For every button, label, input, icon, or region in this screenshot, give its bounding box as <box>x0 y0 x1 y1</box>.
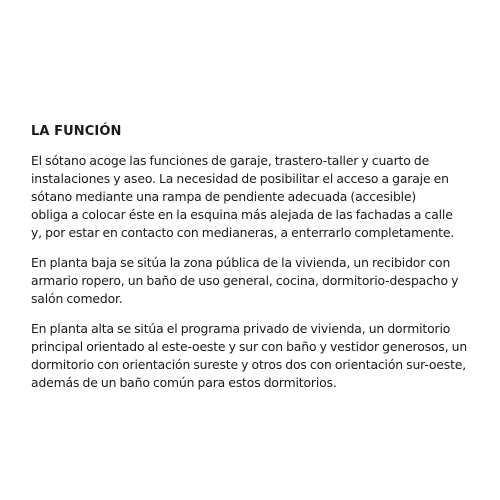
paragraph-planta-baja <box>31 254 479 308</box>
paragraph-line: En planta baja se sitúa la zona pública de la vivienda, un recibidor con <box>31 255 451 270</box>
paragraph-line: El sótano acoge las funciones de garaje, trastero-taller y cuarto de <box>31 153 430 168</box>
paragraph-line: dormitorio con orientación sureste y otros dos con orientación sur-oeste, <box>31 357 467 372</box>
paragraph-line: En planta alta se sitúa el programa privado de vivienda, un dormitorio <box>31 321 451 336</box>
paragraph-line: y, por estar en contacto con medianeras, a enterrarlo completamente. <box>31 225 455 240</box>
paragraph-line: armario ropero, un baño de uso general, cocina, dormitorio-despacho y <box>31 273 459 288</box>
paragraph-line: instalaciones y aseo. La necesidad de posibilitar el acceso a garaje en <box>31 171 449 186</box>
section-title: LA FUNCIÓN <box>31 124 122 139</box>
paragraph-sotano <box>31 152 479 242</box>
document-body <box>31 124 479 404</box>
paragraph-line: principal orientado al este-oeste y sur con baño y vestidor generosos, un <box>31 339 468 354</box>
paragraph-line: además de un baño común para estos dormitorios. <box>31 375 337 390</box>
paragraph-line: salón comedor. <box>31 291 123 306</box>
paragraph-line: sótano mediante una rampa de pendiente adecuada (accesible) <box>31 189 417 204</box>
paragraph-line: obliga a colocar éste en la esquina más alejada de las fachadas a calle <box>31 207 453 222</box>
paragraph-planta-alta <box>31 320 479 392</box>
